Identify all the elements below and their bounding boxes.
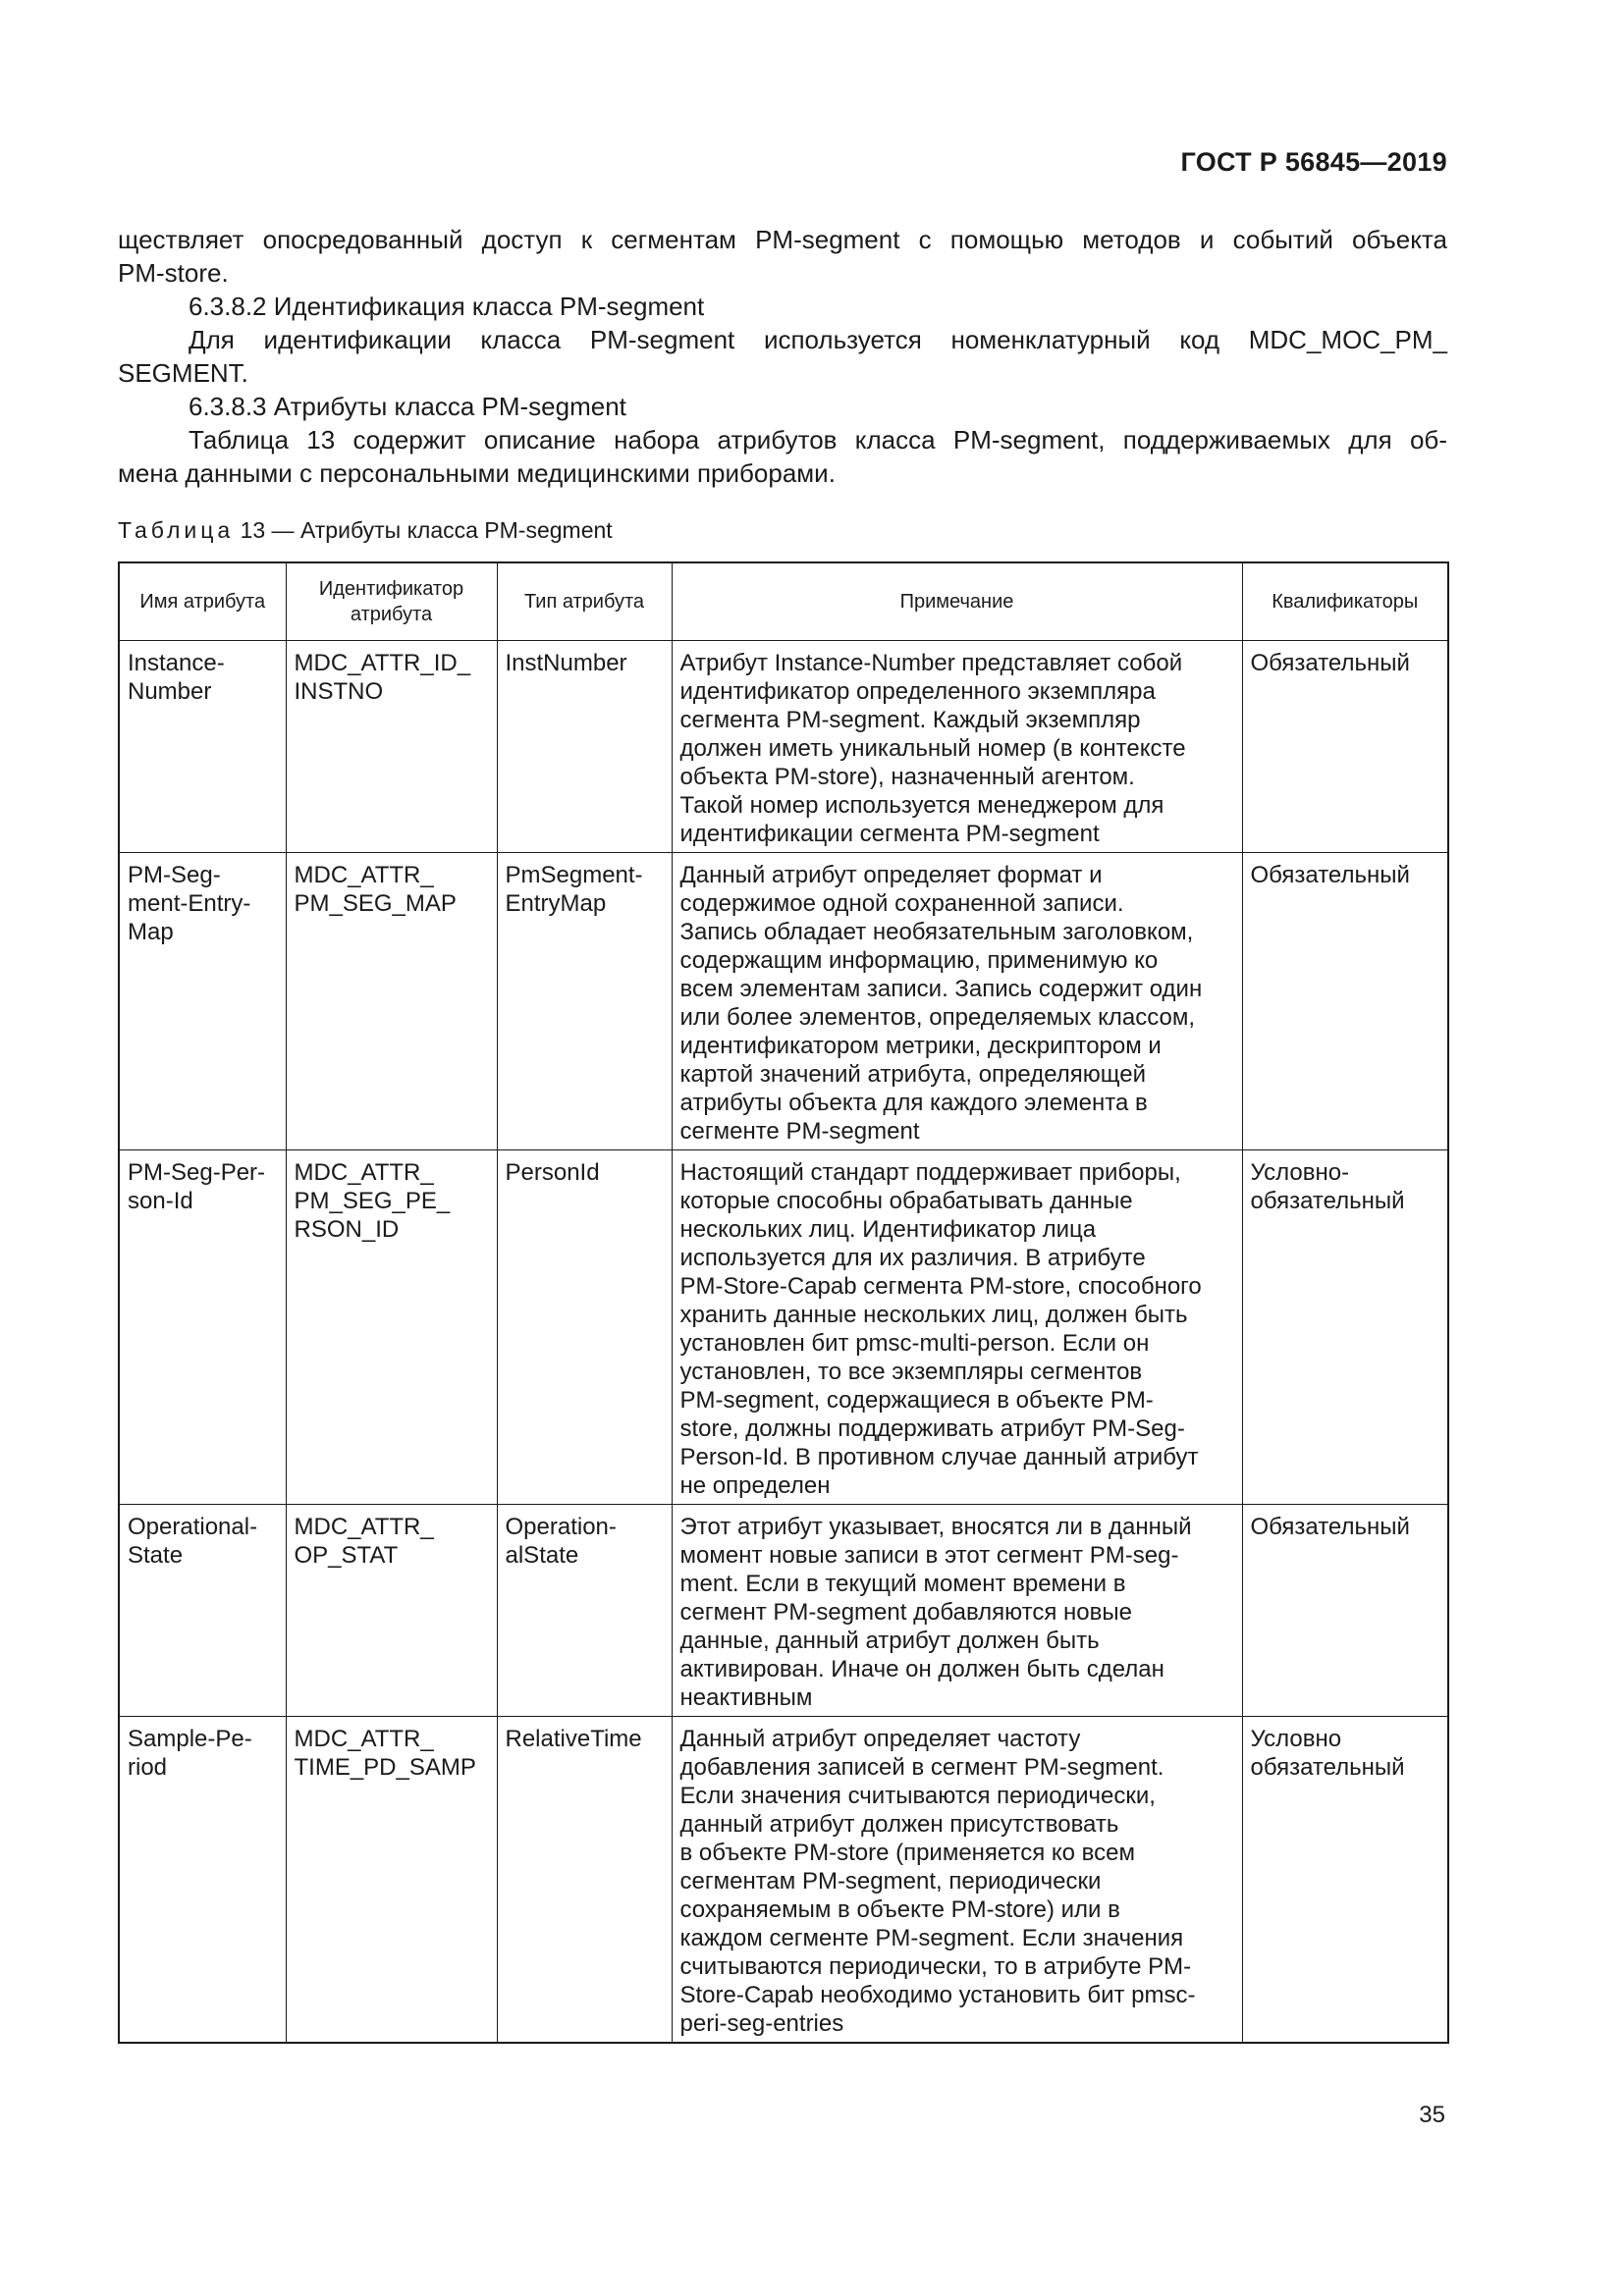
cell-note: Данный атрибут определяет формат и содержимое одной сохраненной записи. Запись обладает необязательным заголовком, содержащим информацию, применимую ко всем элементам записи. Запись содержит один или более элементов, определяемых классом, идентификатором метрики, дескриптором и картой значений атрибута, определяющей атрибуты объекта для каждого элемента в сегменте PM-segment: [672, 853, 1242, 1150]
page-number: 35: [1419, 2102, 1445, 2128]
cell-name: Instance- Number: [119, 641, 286, 853]
cell-note: Атрибут Instance-Number представляет собой идентификатор определенного экземпляра сегмента PM-segment. Каждый экземпляр должен иметь уникальный номер (в контексте объекта PM-store), назначенный агентом. Такой номер используется менеджером для идентификации сегмента PM-segment: [672, 641, 1242, 853]
cell-note: Этот атрибут указывает, вносятся ли в данный момент новые записи в этот сегмент PM-seg- ment. Если в текущий момент времени в сегмент PM-segment добавляются новые данные, данный атрибут должен быть активирован. Иначе он должен быть сделан неактивным: [672, 1505, 1242, 1717]
cell-type: InstNumber: [497, 641, 672, 853]
table-caption-title: 13 — Атрибуты класса PM-segment: [234, 517, 613, 543]
table-row: [119, 641, 1448, 853]
cell-name: PM-Seg-Per- son-Id: [119, 1150, 286, 1505]
table-body: [119, 641, 1448, 2044]
paragraph-line: ществляет опосредованный доступ к сегментам PM-segment с помощью методов и событий объекта: [118, 225, 1447, 254]
cell-qualifier: Обязательный: [1242, 853, 1448, 1150]
cell-note: Настоящий стандарт поддерживает приборы, которые способны обрабатывать данные нескольких лиц. Идентификатор лица используется для их различия. В атрибуте PM-Store-Capab сегмента PM-store, способного хранить данные нескольких лиц, должен быть установлен бит pmsc-multi-person. Если он установлен, то все экземпляры сегментов PM-segment, содержащиеся в объекте PM- store, должны поддерживать атрибут PM-Seg- Person-Id. В противном случае данный атрибут не определен: [672, 1150, 1242, 1505]
cell-id: MDC_ATTR_ TIME_PD_SAMP: [286, 1717, 497, 2044]
cell-qualifier: Обязательный: [1242, 1505, 1448, 1717]
body-text: [118, 223, 1447, 490]
table-header-row: [119, 562, 1448, 641]
table-row: [119, 1150, 1448, 1505]
paragraph-line: мена данными с персональными медицинскими приборами.: [118, 458, 836, 488]
table-row: [119, 1717, 1448, 2044]
cell-type: RelativeTime: [497, 1717, 672, 2044]
cell-note: Данный атрибут определяет частоту добавления записей в сегмент PM-segment. Если значения считываются периодически, данный атрибут должен присутствовать в объекте PM-store (применяется ко всем сегментам PM-segment, периодически сохраняемым в объекте PM-store) или в каждом сегменте PM-segment. Если значения считываются периодически, то в атрибуте PM- Store-Capab необходимо установить бит pmsc- peri-seg-entries: [672, 1717, 1242, 2044]
column-header-id: Идентификатор атрибута: [286, 562, 497, 641]
cell-name: Operational- State: [119, 1505, 286, 1717]
paragraph-line: Для идентификации класса PM-segment используется номенклатурный код MDC_MOC_PM_: [189, 325, 1447, 354]
cell-type: Operation- alState: [497, 1505, 672, 1717]
paragraph-line: PM-store.: [118, 258, 229, 288]
table-row: [119, 1505, 1448, 1717]
document-header: ГОСТ Р 56845—2019: [1180, 147, 1447, 177]
cell-name: Sample-Pe- riod: [119, 1717, 286, 2044]
cell-id: MDC_ATTR_ID_ INSTNO: [286, 641, 497, 853]
cell-qualifier: Условно обязательный: [1242, 1717, 1448, 2044]
column-header-type: Тип атрибута: [497, 562, 672, 641]
cell-qualifier: Обязательный: [1242, 641, 1448, 853]
table-caption: [118, 515, 613, 545]
paragraph-line: SEGMENT.: [118, 358, 248, 388]
cell-type: PmSegment- EntryMap: [497, 853, 672, 1150]
cell-id: MDC_ATTR_ PM_SEG_MAP: [286, 853, 497, 1150]
section-heading: 6.3.8.2 Идентификация класса PM-segment: [189, 292, 705, 321]
table-row: [119, 853, 1448, 1150]
cell-name: PM-Seg- ment-Entry- Map: [119, 853, 286, 1150]
cell-qualifier: Условно- обязательный: [1242, 1150, 1448, 1505]
section-heading: 6.3.8.3 Атрибуты класса PM-segment: [189, 392, 626, 421]
cell-id: MDC_ATTR_ PM_SEG_PE_ RSON_ID: [286, 1150, 497, 1505]
column-header-qualifier: Квалификаторы: [1242, 562, 1448, 641]
attributes-table: [118, 561, 1449, 2044]
cell-type: PersonId: [497, 1150, 672, 1505]
cell-id: MDC_ATTR_ OP_STAT: [286, 1505, 497, 1717]
table-caption-prefix: Таблица: [118, 517, 235, 543]
paragraph-line: Таблица 13 содержит описание набора атрибутов класса PM-segment, поддерживаемых для об-: [189, 425, 1447, 454]
column-header-note: Примечание: [672, 562, 1242, 641]
column-header-name: Имя атрибута: [119, 562, 286, 641]
